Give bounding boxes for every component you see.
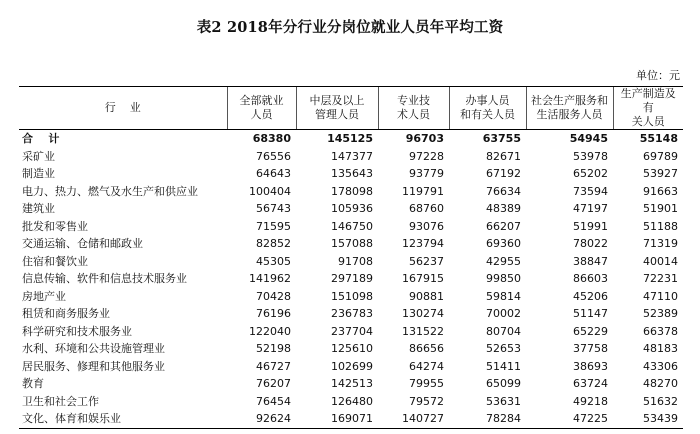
header-all-employed: 全部就业 人员 xyxy=(227,87,296,130)
total-row xyxy=(19,130,683,148)
wage-value: 73594 xyxy=(573,184,608,198)
wage-value: 86603 xyxy=(573,272,608,285)
wage-value: 167915 xyxy=(402,272,444,285)
wage-value: 72231 xyxy=(643,272,678,285)
industry-name: 信息传输、软件和信息技术服务业 xyxy=(22,272,187,285)
wage-value: 53439 xyxy=(613,410,683,428)
table-row xyxy=(19,340,683,358)
wage-value: 76634 xyxy=(486,184,521,198)
wage-value: 51632 xyxy=(643,394,678,408)
wage-value: 45206 xyxy=(573,289,608,303)
wage-value: 65229 xyxy=(573,324,608,338)
wage-value: 76207 xyxy=(256,377,291,390)
table-row xyxy=(19,235,683,253)
wage-table xyxy=(19,86,683,429)
wage-value: 100404 xyxy=(249,184,291,198)
table-body xyxy=(19,130,683,429)
wage-value: 52198 xyxy=(256,342,291,355)
industry-name: 住宿和餐饮业 xyxy=(22,254,88,268)
wage-value: 48270 xyxy=(643,377,678,390)
wage-value: 52653 xyxy=(486,342,521,355)
industry-name: 租赁和商务服务业 xyxy=(22,307,110,320)
industry-name: 批发和零售业 xyxy=(22,219,88,233)
industry-name: 合 计 xyxy=(22,132,60,145)
wage-value: 53978 xyxy=(573,149,608,163)
wage-value: 80704 xyxy=(486,324,521,338)
wage-value: 64274 xyxy=(409,359,444,373)
wage-value: 70002 xyxy=(486,307,521,320)
wage-value: 46727 xyxy=(256,359,291,373)
unit-label: 单位：元 xyxy=(636,69,680,82)
wage-value: 178098 xyxy=(331,184,373,198)
wage-value: 169071 xyxy=(296,410,378,428)
wage-value: 42955 xyxy=(486,254,521,268)
header-production-workers: 生产制造及有 关人员 xyxy=(613,87,683,130)
wage-value: 70428 xyxy=(256,289,291,303)
wage-value: 141962 xyxy=(249,272,291,285)
table-row xyxy=(19,410,683,428)
industry-name: 科学研究和技术服务业 xyxy=(22,324,132,338)
industry-name: 交通运输、仓储和邮政业 xyxy=(22,237,143,250)
wage-value: 78284 xyxy=(449,410,526,428)
wage-value: 86656 xyxy=(409,342,444,355)
wage-value: 49218 xyxy=(573,394,608,408)
wage-value: 66378 xyxy=(643,324,678,338)
wage-value: 76556 xyxy=(256,149,291,163)
header-row xyxy=(19,87,683,130)
wage-value: 40014 xyxy=(643,254,678,268)
industry-name: 文化、体育和娱乐业 xyxy=(19,410,227,428)
industry-name: 居民服务、修理和其他服务业 xyxy=(22,359,165,373)
wage-value: 64643 xyxy=(256,167,291,180)
wage-value: 82671 xyxy=(486,149,521,163)
wage-value: 123794 xyxy=(402,237,444,250)
wage-value: 54945 xyxy=(569,132,608,145)
wage-value: 65202 xyxy=(573,167,608,180)
wage-value: 131522 xyxy=(402,324,444,338)
wage-value: 51411 xyxy=(486,359,521,373)
wage-value: 56743 xyxy=(256,202,291,215)
wage-value: 69360 xyxy=(486,237,521,250)
wage-value: 157088 xyxy=(331,237,373,250)
wage-value: 47225 xyxy=(526,410,613,428)
wage-value: 76454 xyxy=(256,394,291,408)
wage-value: 63755 xyxy=(482,132,521,145)
header-managers: 中层及以上 管理人员 xyxy=(296,87,378,130)
wage-value: 93779 xyxy=(409,167,444,180)
header-professionals: 专业技 术人员 xyxy=(378,87,449,130)
wage-value: 71595 xyxy=(256,219,291,233)
wage-value: 145125 xyxy=(327,132,373,145)
industry-name: 教育 xyxy=(22,377,44,390)
table-row xyxy=(19,375,683,393)
wage-value: 78022 xyxy=(573,237,608,250)
wage-value: 91708 xyxy=(338,254,373,268)
wage-value: 51991 xyxy=(573,219,608,233)
wage-value: 237704 xyxy=(331,324,373,338)
wage-value: 125610 xyxy=(331,342,373,355)
wage-value: 79955 xyxy=(409,377,444,390)
wage-value: 51147 xyxy=(573,307,608,320)
wage-value: 67192 xyxy=(486,167,521,180)
industry-name: 卫生和社会工作 xyxy=(22,394,99,408)
wage-value: 146750 xyxy=(331,219,373,233)
wage-value: 63724 xyxy=(573,377,608,390)
wage-value: 142513 xyxy=(331,377,373,390)
wage-value: 65099 xyxy=(486,377,521,390)
wage-value: 51188 xyxy=(643,219,678,233)
wage-value: 69789 xyxy=(643,149,678,163)
table-row xyxy=(19,200,683,218)
table-row xyxy=(19,165,683,183)
industry-name: 建筑业 xyxy=(22,202,55,215)
table-row xyxy=(19,393,683,411)
table-row xyxy=(19,253,683,271)
header-service-workers: 社会生产服务和 生活服务人员 xyxy=(526,87,613,130)
industry-name: 水利、环境和公共设施管理业 xyxy=(22,342,165,355)
wage-value: 45305 xyxy=(256,254,291,268)
wage-value: 38693 xyxy=(573,359,608,373)
wage-value: 55148 xyxy=(639,132,678,145)
wage-value: 82852 xyxy=(256,237,291,250)
wage-value: 91663 xyxy=(643,184,678,198)
wage-value: 135643 xyxy=(331,167,373,180)
table-row xyxy=(19,148,683,166)
table-row xyxy=(19,183,683,201)
table-row xyxy=(19,218,683,236)
wage-value: 59814 xyxy=(486,289,521,303)
table-row xyxy=(19,323,683,341)
wage-value: 68380 xyxy=(252,132,291,145)
wage-value: 126480 xyxy=(331,394,373,408)
wage-value: 76196 xyxy=(256,307,291,320)
wage-value: 96703 xyxy=(405,132,444,145)
wage-value: 43306 xyxy=(643,359,678,373)
wage-value: 97228 xyxy=(409,149,444,163)
industry-name: 电力、热力、燃气及水生产和供应业 xyxy=(22,184,198,198)
wage-value: 236783 xyxy=(331,307,373,320)
wage-value: 105936 xyxy=(331,202,373,215)
wage-value: 92624 xyxy=(227,410,296,428)
wage-value: 47197 xyxy=(573,202,608,215)
wage-value: 79572 xyxy=(409,394,444,408)
wage-value: 56237 xyxy=(409,254,444,268)
table-row xyxy=(19,305,683,323)
wage-value: 297189 xyxy=(331,272,373,285)
wage-value: 71319 xyxy=(643,237,678,250)
header-clerks: 办事人员 和有关人员 xyxy=(449,87,526,130)
wage-value: 38847 xyxy=(573,254,608,268)
wage-value: 47110 xyxy=(643,289,678,303)
wage-value: 93076 xyxy=(409,219,444,233)
wage-value: 53927 xyxy=(643,167,678,180)
wage-value: 52389 xyxy=(643,307,678,320)
wage-value: 48389 xyxy=(486,202,521,215)
wage-value: 66207 xyxy=(486,219,521,233)
industry-name: 房地产业 xyxy=(22,289,66,303)
industry-name: 采矿业 xyxy=(22,149,55,163)
wage-value: 90881 xyxy=(409,289,444,303)
industry-name: 制造业 xyxy=(22,167,55,180)
wage-value: 51901 xyxy=(643,202,678,215)
wage-value: 99850 xyxy=(486,272,521,285)
wage-value: 130274 xyxy=(402,307,444,320)
table-row xyxy=(19,358,683,376)
wage-value: 140727 xyxy=(378,410,449,428)
wage-value: 53631 xyxy=(486,394,521,408)
table-title: 表2 2018年分行业分岗位就业人员年平均工资 xyxy=(196,19,504,36)
wage-value: 37758 xyxy=(573,342,608,355)
wage-value: 48183 xyxy=(643,342,678,355)
wage-value: 68760 xyxy=(409,202,444,215)
wage-value: 151098 xyxy=(331,289,373,303)
wage-value: 147377 xyxy=(331,149,373,163)
wage-value: 119791 xyxy=(402,184,444,198)
wage-value: 102699 xyxy=(331,359,373,373)
table-row xyxy=(19,270,683,288)
table-row xyxy=(19,288,683,306)
wage-value: 122040 xyxy=(249,324,291,338)
header-industry: 行 业 xyxy=(19,87,227,130)
